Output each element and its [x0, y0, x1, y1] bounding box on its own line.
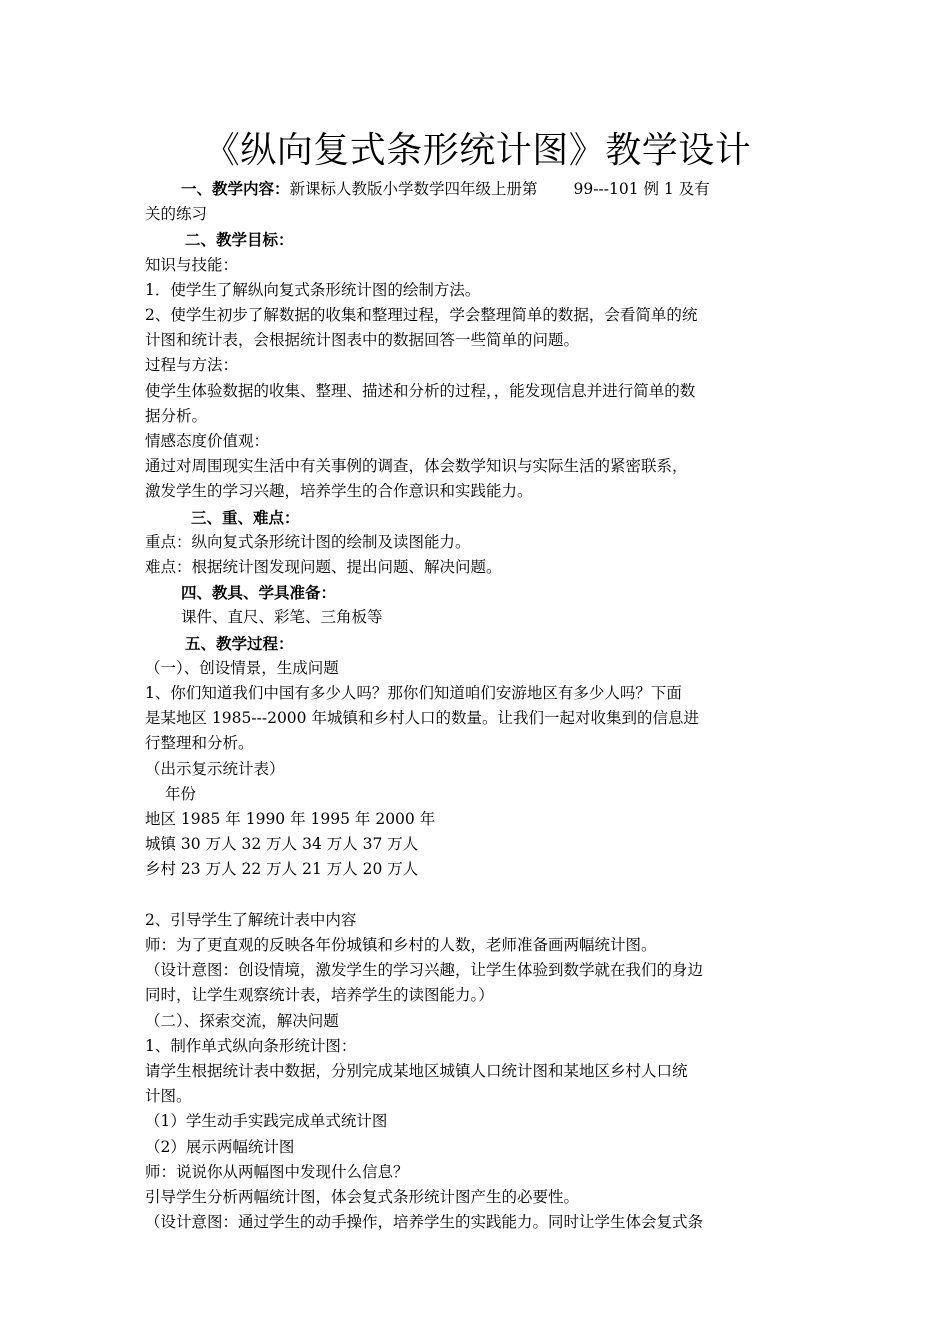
content-line: （设计意图：创设情境，激发学生的学习兴趣，让学生体验到数学就在我们的身边 — [145, 961, 704, 980]
content-line: （出示复示统计表） — [145, 759, 285, 778]
table-row: 地区 1985 年 1990 年 1995 年 2000 年 — [145, 810, 436, 829]
content-line: 关的练习 — [145, 205, 208, 224]
content-line: （1）学生动手实践完成单式统计图 — [145, 1112, 388, 1131]
content-line: 使学生体验数据的收集、整理、描述和分析的过程，，能发现信息并进行简单的数 — [145, 381, 696, 400]
content-line: 是某地区 1985---2000 年城镇和乡村人口的数量。让我们一起对收集到的信息进 — [145, 709, 699, 728]
content-line: 通过对周围现实生活中有关事例的调查，体会数学知识与实际生活的紧密联系， — [145, 457, 688, 476]
content-line: 2、引导学生了解统计表中内容 — [145, 910, 357, 929]
content-line: 难点：根据统计图发现问题、提出问题、解决问题。 — [145, 558, 502, 577]
table-row: 乡村 23 万人 22 万人 21 万人 20 万人 — [145, 860, 419, 879]
subsection-label: 情感态度价值观： — [145, 432, 270, 451]
content-line: （2）展示两幅统计图 — [145, 1137, 295, 1156]
section-heading: 四、教具、学具准备： — [181, 583, 337, 603]
content-line: 1、你们知道我们中国有多少人吗？那你们知道咱们安游地区有多少人吗？下面 — [145, 684, 682, 703]
content-line: 师：说说你从两幅图中发现什么信息？ — [145, 1162, 409, 1181]
content-line: 请学生根据统计表中数据，分别完成某地区城镇人口统计图和某地区乡村人口统 — [145, 1061, 688, 1080]
content-line: 1．使学生了解纵向复式条形统计图的绘制方法。 — [145, 280, 481, 299]
subsection-label: 知识与技能： — [145, 255, 239, 274]
section-heading: 五、教学过程： — [185, 633, 294, 653]
content-line: 计图和统计表，会根据统计图表中的数据回答一些简单的问题。 — [145, 331, 580, 350]
table-year-header: 年份 — [165, 784, 197, 803]
content-line: 1、制作单式纵向条形统计图： — [145, 1036, 357, 1055]
content-line: 行整理和分析。 — [145, 734, 254, 753]
section-heading: 二、教学目标： — [185, 230, 294, 250]
content-line: （一）、创设情景，生成问题 — [145, 658, 339, 677]
content-line: 师：为了更直观的反映各年份城镇和乡村的人数，老师准备画两幅统计图。 — [145, 935, 657, 954]
content-line: 计图。 — [145, 1087, 192, 1106]
content-line: 据分析。 — [145, 406, 208, 425]
document-page — [145, 128, 810, 1235]
document-title: 《纵向复式条形统计图》教学设计 — [203, 130, 752, 171]
content-line: 激发学生的学习兴趣，培养学生的合作意识和实践能力。 — [145, 482, 533, 501]
content-line: （二）、探索交流，解决问题 — [145, 1011, 339, 1030]
content-line: 课件、直尺、彩笔、三角板等 — [181, 608, 383, 627]
content-line: 同时，让学生观察统计表，培养学生的读图能力。） — [145, 986, 494, 1005]
content-line: 重点：纵向复式条形统计图的绘制及读图能力。 — [145, 532, 471, 551]
content-line: 一、教学内容：新课标人教版小学数学四年级上册第 99---101 例 1 及有 — [181, 179, 710, 198]
content-line: 2、使学生初步了解数据的收集和整理过程，学会整理简单的数据，会看简单的统 — [145, 306, 698, 325]
content-line: （设计意图：通过学生的动手操作，培养学生的实践能力。同时让学生体会复式条 — [145, 1213, 704, 1232]
section-heading: 一、教学内容： — [181, 179, 290, 198]
table-row: 城镇 30 万人 32 万人 34 万人 37 万人 — [145, 835, 419, 854]
content-line: 引导学生分析两幅统计图，体会复式条形统计图产生的必要性。 — [145, 1187, 580, 1206]
section-heading: 三、重、难点： — [191, 507, 300, 527]
subsection-label: 过程与方法： — [145, 356, 239, 375]
